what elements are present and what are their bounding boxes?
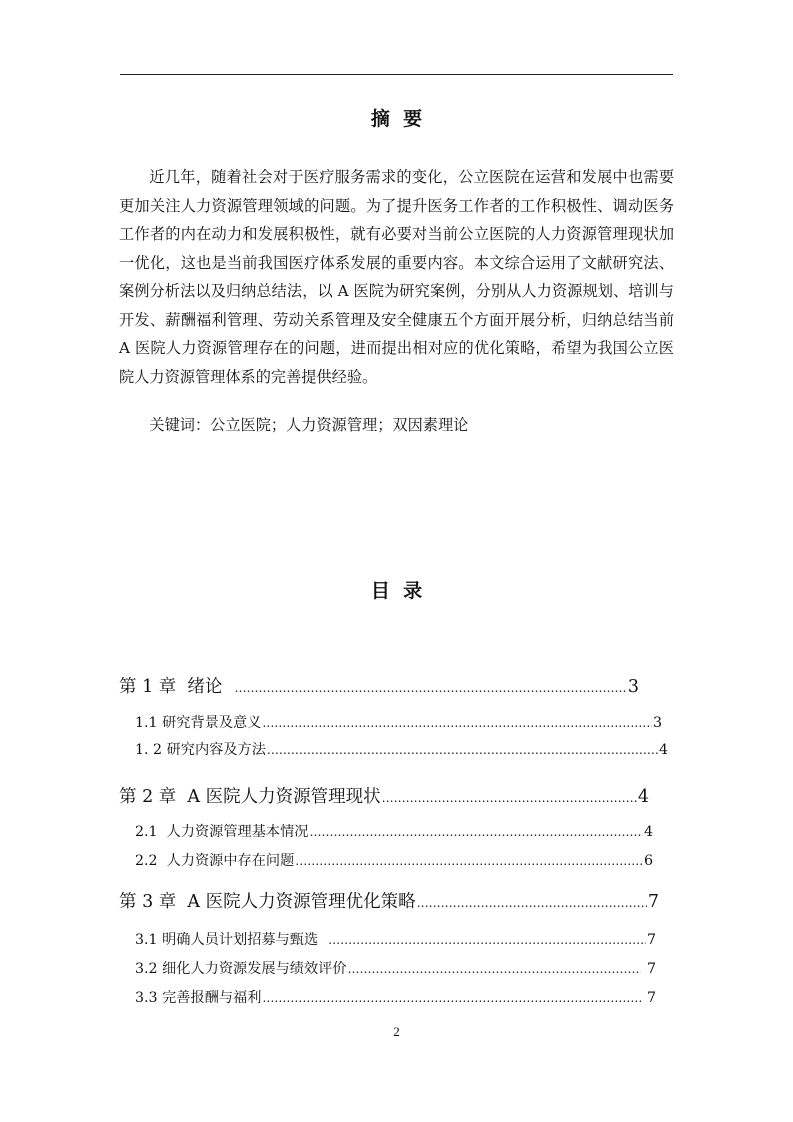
toc-entry-label: 第 1 章 绪论	[119, 677, 234, 697]
toc-entry-page: 4	[658, 742, 668, 758]
toc-entry-1-1[interactable]	[135, 712, 662, 732]
toc-entry-1-2[interactable]	[135, 739, 668, 759]
toc-entry-page: 7	[646, 932, 656, 948]
toc-entry-chapter-3[interactable]	[119, 888, 659, 913]
toc-entry-page: 7	[642, 990, 656, 1006]
toc-entry-page: 3	[627, 677, 639, 697]
toc-leader-dots	[348, 961, 642, 977]
header-rule	[120, 74, 673, 75]
toc-leader-dots	[417, 892, 647, 912]
toc-leader-dots	[295, 853, 643, 869]
toc-entry-label: 3.2 细化人力资源发展与绩效评价	[135, 961, 347, 977]
toc-entry-page: 4	[637, 787, 649, 807]
toc-entry-2-1[interactable]	[135, 821, 653, 841]
toc-leader-dots	[382, 787, 637, 807]
toc-entry-page: 7	[642, 961, 656, 977]
toc-entry-3-3[interactable]	[135, 987, 656, 1007]
toc-entry-label: 1. 2 研究内容及方法	[135, 742, 266, 758]
page-number: 2	[393, 1024, 400, 1039]
toc-leader-dots	[328, 932, 646, 948]
abstract-body: 近几年，随着社会对于医疗服务需求的变化，公立医院在运营和发展中也需要更加关注人力资源管理领域的问题。为了提升医务工作者的工作积极性、调动医务工作者的内在动力和发展积极性，就有必要对当前公立医院的人力资源管理现状加一优化，这也是当前我国医疗体系发展的重要内容。本文综合运用了文献研究法、案例分析法以及归纳总结法，以 A 医院为研究案例，分别从人力资源规划、培训与开发、薪酬福利管理、劳动关系管理及安全健康五个方面开展分析，归纳总结当前 A 医院人力资源管理存在的问题，进而提出相对应的优化策略，希望为我国公立医院人力资源管理体系的完善提供经验。	[119, 168, 674, 386]
toc-entry-page: 6	[643, 853, 653, 869]
toc-entry-chapter-2[interactable]	[119, 783, 649, 808]
toc-entry-label: 2.1 人力资源管理基本情况	[135, 824, 309, 840]
toc-leader-dots	[267, 742, 658, 758]
toc-entry-label: 2.2 人力资源中存在问题	[135, 853, 295, 869]
toc-entry-3-2[interactable]	[135, 958, 656, 978]
toc-leader-dots	[262, 990, 641, 1006]
keywords: 关键词：公立医院；人力资源管理；双因素理论	[149, 416, 469, 434]
toc-title: 目 录	[370, 580, 423, 602]
toc-entry-label: 1.1 研究背景及意义	[135, 715, 262, 731]
toc-entry-page: 4	[643, 824, 653, 840]
toc-entry-page: 3	[652, 715, 662, 731]
toc-leader-dots	[235, 677, 627, 697]
toc-entry-3-1[interactable]	[135, 929, 656, 949]
toc-entry-label: 3.3 完善报酬与福利	[135, 990, 262, 1006]
toc-entry-page: 7	[647, 892, 659, 912]
toc-entry-chapter-1[interactable]	[119, 673, 639, 698]
toc-leader-dots	[262, 715, 652, 731]
toc-entry-2-2[interactable]	[135, 850, 653, 870]
abstract-title: 摘 要	[370, 108, 423, 130]
toc-leader-dots	[309, 824, 643, 840]
toc-entry-label: 第 3 章 A 医院人力资源管理优化策略	[119, 892, 416, 912]
toc-entry-label: 第 2 章 A 医院人力资源管理现状	[119, 787, 381, 807]
toc-entry-label: 3.1 明确人员计划招募与甄选	[135, 932, 328, 948]
